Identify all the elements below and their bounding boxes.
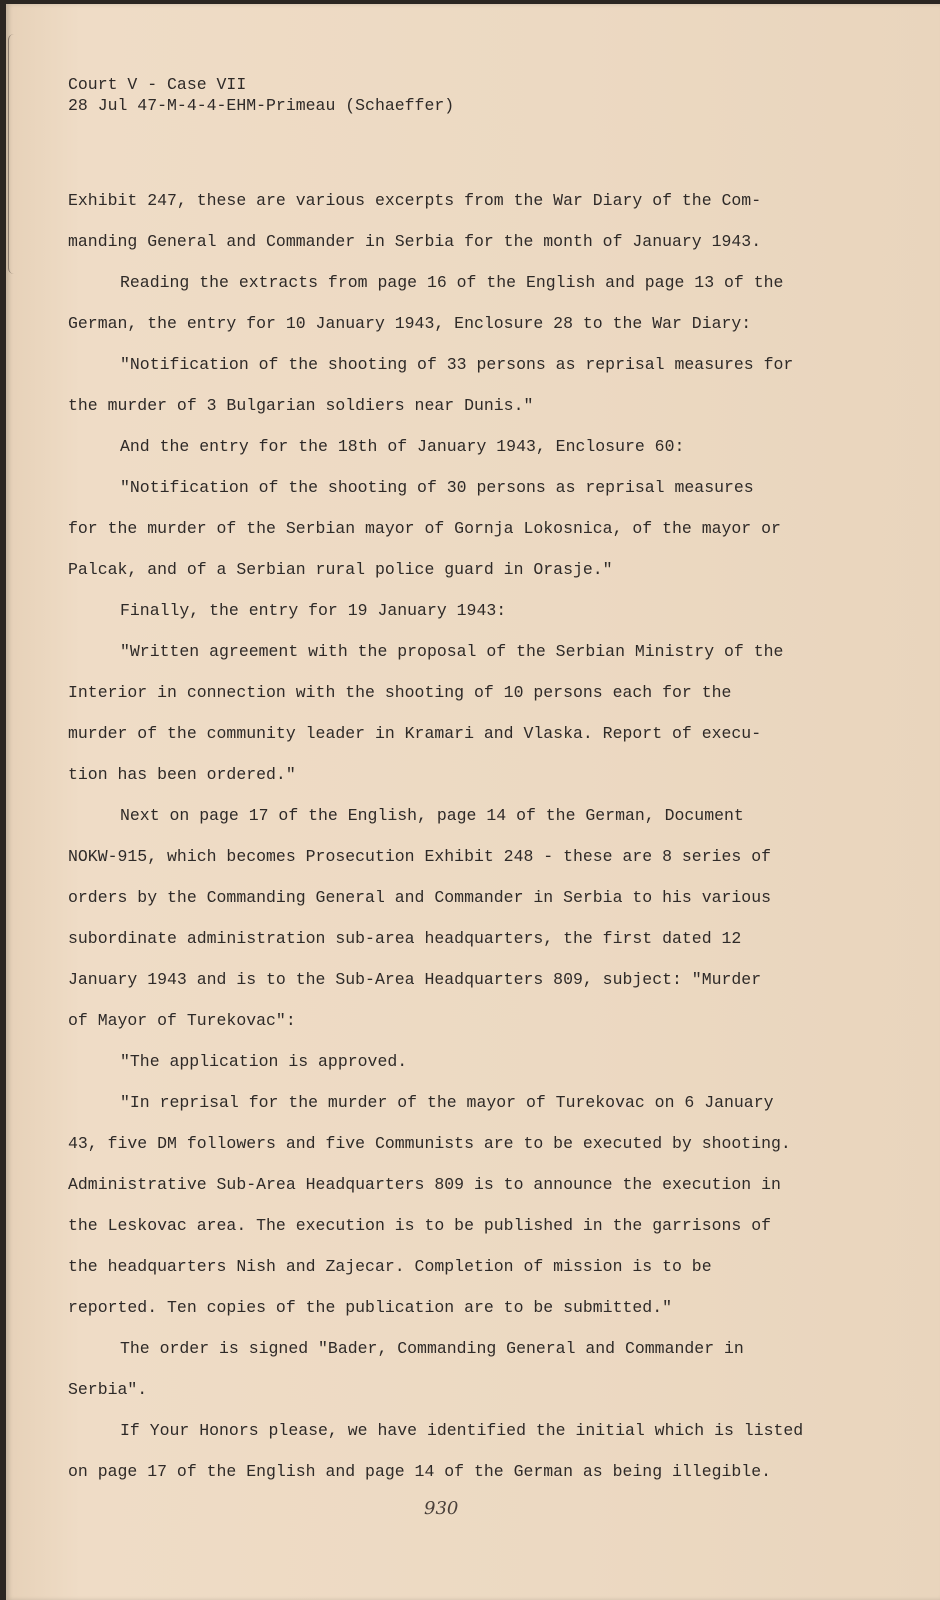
binding-edge-mark [8, 34, 17, 274]
transcript-line: "Notification of the shooting of 33 persons as reprisal measures for [120, 355, 794, 374]
page-number: 930 [424, 1498, 459, 1519]
transcript-line: German, the entry for 10 January 1943, Enclosure 28 to the War Diary: [68, 314, 752, 333]
document-header [68, 74, 454, 116]
header-court-case: Court V - Case VII [68, 75, 247, 94]
transcript-line: January 1943 and is to the Sub-Area Headquarters 809, subject: "Murder [68, 970, 762, 989]
transcript-line: "Notification of the shooting of 30 persons as reprisal measures [120, 478, 754, 497]
transcript-line: the headquarters Nish and Zajecar. Completion of mission is to be [68, 1257, 712, 1276]
transcript-line: "In reprisal for the murder of the mayor of Turekovac on 6 January [120, 1093, 774, 1112]
transcript-line: Serbia". [68, 1380, 148, 1399]
transcript-line: Administrative Sub-Area Headquarters 809 is to announce the execution in [68, 1175, 781, 1194]
transcript-line: manding General and Commander in Serbia for the month of January 1943. [68, 232, 762, 251]
transcript-line: Reading the extracts from page 16 of the English and page 13 of the [120, 273, 784, 292]
transcript-line: 43, five DM followers and five Communists are to be executed by shooting. [68, 1134, 791, 1153]
transcript-line: murder of the community leader in Kramari and Vlaska. Report of execu- [68, 724, 762, 743]
transcript-line: Interior in connection with the shooting of 10 persons each for the [68, 683, 732, 702]
transcript-line: Exhibit 247, these are various excerpts from the War Diary of the Com- [68, 191, 762, 210]
transcript-line: "Written agreement with the proposal of the Serbian Ministry of the [120, 642, 784, 661]
transcript-line: Next on page 17 of the English, page 14 of the German, Document [120, 806, 744, 825]
transcript-line: The order is signed "Bader, Commanding General and Commander in [120, 1339, 744, 1358]
transcript-line: NOKW-915, which becomes Prosecution Exhibit 248 - these are 8 series of [68, 847, 772, 866]
header-date-reference: 28 Jul 47-M-4-4-EHM-Primeau (Schaeffer) [68, 96, 455, 115]
transcript-line: of Mayor of Turekovac": [68, 1011, 296, 1030]
transcript-line: orders by the Commanding General and Commander in Serbia to his various [68, 888, 772, 907]
transcript-line: for the murder of the Serbian mayor of Gornja Lokosnica, of the mayor or [68, 519, 781, 538]
transcript-line: subordinate administration sub-area headquarters, the first dated 12 [68, 929, 742, 948]
transcript-body [68, 190, 838, 1502]
transcript-line: reported. Ten copies of the publication are to be submitted." [68, 1298, 672, 1317]
transcript-line: And the entry for the 18th of January 1943, Enclosure 60: [120, 437, 685, 456]
transcript-line: on page 17 of the English and page 14 of the German as being illegible. [68, 1462, 772, 1481]
transcript-line: If Your Honors please, we have identified the initial which is listed [120, 1421, 804, 1440]
transcript-line: Finally, the entry for 19 January 1943: [120, 601, 507, 620]
transcript-line: Palcak, and of a Serbian rural police guard in Orasje." [68, 560, 613, 579]
transcript-line: "The application is approved. [120, 1052, 408, 1071]
transcript-line: the murder of 3 Bulgarian soldiers near Dunis." [68, 396, 534, 415]
transcript-line: tion has been ordered." [68, 765, 296, 784]
document-page [6, 4, 940, 1600]
transcript-line: the Leskovac area. The execution is to be published in the garrisons of [68, 1216, 772, 1235]
